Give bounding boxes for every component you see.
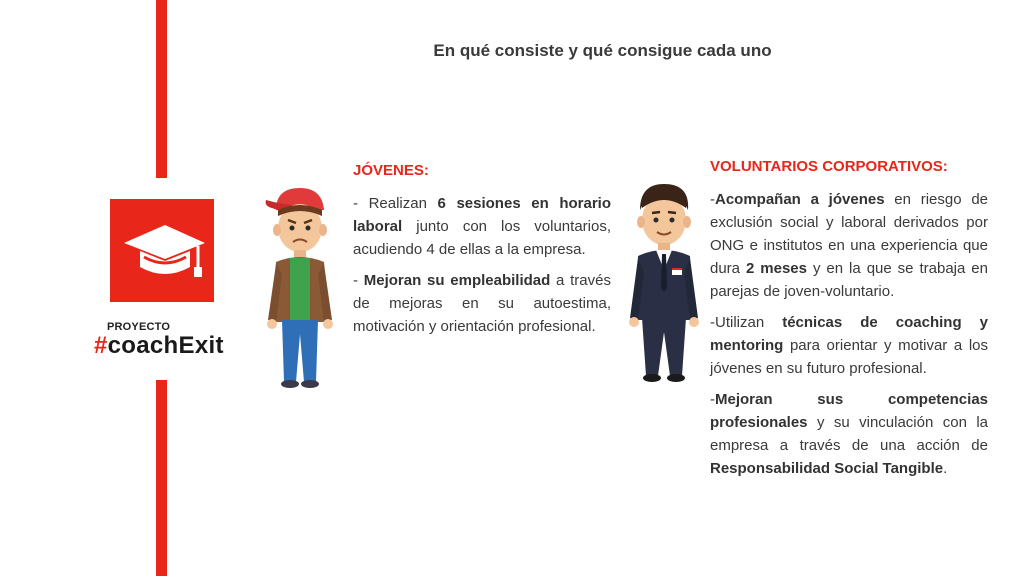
page-title: En qué consiste y qué consigue cada uno xyxy=(433,41,772,60)
voluntarios-item-3-bold: Mejoran sus competencias profesionales xyxy=(710,391,988,431)
brand-hash: # xyxy=(94,332,108,359)
brand-name xyxy=(94,332,224,360)
jovenes-section xyxy=(353,159,611,346)
businessman-illustration xyxy=(628,180,700,384)
voluntarios-item-2-bold: técnicas de coaching y mentoring xyxy=(710,314,988,354)
voluntarios-item-1-post: y en la que se trabaja en parejas de joven-voluntario. xyxy=(710,260,988,300)
voluntarios-item-1-bold: Acompañan a jóvenes xyxy=(715,191,885,208)
jovenes-item-1-bold: 6 sesiones en horario laboral xyxy=(353,195,611,235)
voluntarios-item-1-bold2: 2 meses xyxy=(745,260,807,277)
young-person-illustration xyxy=(262,184,336,388)
voluntarios-section xyxy=(710,155,988,488)
voluntarios-item-3-post: . xyxy=(943,460,948,477)
voluntarios-item-2-post: para orientar y motivar a los jóvenes en su futuro profesional. xyxy=(710,337,988,377)
voluntarios-item-1 xyxy=(710,188,988,303)
voluntarios-item-3-mid: y su vinculación con la empresa a través de una acción de xyxy=(710,414,988,454)
graduation-cap-icon xyxy=(110,199,214,302)
brand-label: PROYECTO xyxy=(107,321,171,333)
red-divider-top xyxy=(156,0,167,178)
jovenes-item-2-bold: Mejoran su empleabilidad xyxy=(363,272,551,289)
jovenes-item-2-pre: - xyxy=(353,272,364,289)
brand-name-text: coachExit xyxy=(107,332,224,359)
jovenes-heading: JÓVENES: xyxy=(353,162,429,179)
voluntarios-item-1-pre: - xyxy=(710,191,715,208)
jovenes-item-1 xyxy=(353,192,611,261)
voluntarios-heading: VOLUNTARIOS CORPORATIVOS: xyxy=(710,158,948,175)
jovenes-item-1-post: junto con los voluntarios, acudiendo 4 de ellas a la empresa. xyxy=(353,218,611,258)
voluntarios-item-3 xyxy=(710,388,988,480)
voluntarios-item-1-mid: en riesgo de exclusión social y laboral derivados por ONG e institutos en una experiencia que dura xyxy=(710,191,988,277)
voluntarios-item-3-bold2: Responsabilidad Social Tangible xyxy=(710,460,944,477)
red-divider-bottom xyxy=(156,380,167,576)
voluntarios-item-2 xyxy=(710,311,988,380)
jovenes-item-2 xyxy=(353,269,611,338)
voluntarios-item-3-pre: - xyxy=(710,391,715,408)
voluntarios-item-2-pre: -Utilizan xyxy=(710,314,783,331)
jovenes-item-1-pre: - Realizan xyxy=(353,195,438,212)
logo-box xyxy=(110,199,214,302)
jovenes-item-2-post: a través de mejoras en su autoestima, motivación y orientación profesional. xyxy=(353,272,611,335)
